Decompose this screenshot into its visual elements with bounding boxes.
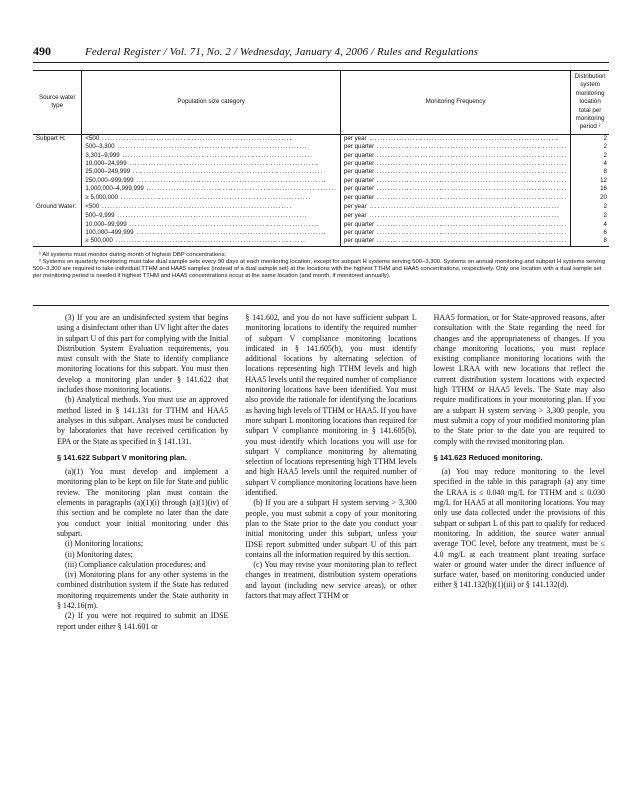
population-cell: ≥ 500,000 ..... xyxy=(82,237,341,246)
frequency-cell: per quarter ..... xyxy=(340,160,570,168)
table-header-row xyxy=(33,71,609,135)
monitoring-table xyxy=(33,70,609,247)
table-row xyxy=(33,202,609,212)
table-row xyxy=(33,143,609,151)
source-water-cell xyxy=(33,229,82,237)
location-total-cell: 4 xyxy=(571,160,609,168)
table-row xyxy=(33,194,609,202)
population-cell: 10,000–24,999 ..... xyxy=(82,160,341,168)
location-total-cell: 8 xyxy=(571,237,609,246)
table-row xyxy=(33,237,609,246)
source-water-cell: Ground Water: xyxy=(36,202,77,210)
paragraph: (a) You may reduce monitoring to the level specified in the table in this paragraph (a) any time the LRAA is ≤ 0.040 mg/L for TTHM and ≤ 0.030 mg/L for HAA5 at all monitoring locations. You may only use data collected under the provisions of this subpart or subpart L of this part to qualify for reduced monitoring. In addition, the source water annual average TOC level, before any treatment, must be ≤ 4.0 mg/L at each treatment plant treating surface water or ground water under the direct influence of surface water, based on monitoring conducted under either § 141.132(b)(1)(iii) or § 141.132(d). xyxy=(433,467,605,590)
source-water-cell xyxy=(33,143,82,151)
frequency-cell: per quarter ..... xyxy=(340,168,570,176)
col-header-population: Population size category xyxy=(82,71,341,135)
table-row xyxy=(33,160,609,168)
col-header-locations: Distribution system monitoring location total per monitoring period ² xyxy=(571,71,609,135)
frequency-cell: per quarter ..... xyxy=(340,229,570,237)
location-total-cell: 2 xyxy=(571,143,609,151)
footnote-2: ² Systems on quarterly monitoring must take dual sample sets every 90 days at each monitoring location, except for subpart H systems serving 500–3,300. Systems on annual monitoring and subpart H systems serving 500–3,300 are required to take individual TTHM and HAA5 samples (instead of a dual sample set) at the locations with the highest TTHM and HAA5 concentrations, respectively. Only one location with a dual sample set per monitoring period is needed if highest TTHM and HAA5 concentrations occur at the same location (and month, if monitored annually). xyxy=(33,259,606,279)
paragraph-continued: § 141.602, and you do not have sufficient subpart L monitoring locations to identify the required number of subpart V compliance monitoring locations indicated in § 141.605(b), you must identify additional locations by alternating selection of locations representing high TTHM levels and high HAA5 levels until the required number of compliance monitoring locations have been identified. You must also provide the rationale for identifying the locations as having high levels of TTHM or HAA5. If you have more subpart L monitoring locations than required for subpart V compliance monitoring in § 141.605(b), you must identify which locations you will use for subpart V compliance monitoring by alternating selection of locations representing high TTHM levels and high HAA5 levels until the required number of subpart V compliance monitoring locations have been identified. xyxy=(245,313,417,498)
population-cell: 250,000–999,999 ..... xyxy=(82,177,341,185)
paragraph: (2) If you were not required to submit an IDSE report under either § 141.601 or xyxy=(57,611,229,631)
frequency-cell: per quarter ..... xyxy=(340,143,570,151)
column-2 xyxy=(245,313,416,753)
paragraph: (ii) Monitoring dates; xyxy=(65,549,133,559)
table-row xyxy=(33,185,609,193)
paragraph: (a)(1) You must develop and implement a monitoring plan to be kept on file for State and public review. The monitoring plan must contain the elements in paragraphs (a)(1)(i) through (a)(1)(iv) of this section and be complete no later than the date you conduct your initial monitoring under this subpart. xyxy=(57,467,229,538)
paragraph: (iii) Compliance calculation procedures; and xyxy=(65,559,206,569)
frequency-cell: per year ..... xyxy=(340,202,570,212)
population-cell: 10,000–99,999 ..... xyxy=(82,221,341,229)
table-row xyxy=(33,177,609,185)
location-total-cell: 2 xyxy=(571,212,609,220)
table-row xyxy=(33,221,609,229)
footnote-rule xyxy=(33,305,609,306)
location-total-cell: 8 xyxy=(571,168,609,176)
source-water-cell xyxy=(33,194,82,202)
population-cell: 3,301–9,999 ..... xyxy=(82,152,341,160)
table-row xyxy=(33,152,609,160)
table-body xyxy=(33,134,609,246)
table-row xyxy=(33,168,609,176)
population-cell: <500 ..... xyxy=(82,202,341,212)
paragraph: (c) You may revise your monitoring plan to reflect changes in treatment, distribution system operations and layout (including new service areas), or other factors that may affect TTHM or xyxy=(245,560,417,601)
table-row xyxy=(33,134,609,143)
table-footnotes xyxy=(33,252,609,280)
location-total-cell: 2 xyxy=(571,152,609,160)
paragraph: (b) Analytical methods. You must use an approved method listed in § 141.131 for TTHM and HAA5 analyses in this subpart. Analyses must be conducted by laboratories that have received certification by EPA or the State as specified in § 141.131. xyxy=(57,395,229,446)
page-header xyxy=(33,44,603,60)
population-cell: 500–9,999 ..... xyxy=(82,212,341,220)
source-water-cell xyxy=(33,237,82,246)
header-rule xyxy=(33,62,609,63)
col-header-source-water: Source water type xyxy=(33,71,82,135)
column-3 xyxy=(434,313,605,753)
population-cell: 500–3,300 ..... xyxy=(82,143,341,151)
section-heading: § 141.623 Reduced monitoring. xyxy=(433,452,543,462)
table-row xyxy=(33,212,609,220)
population-cell: 25,000–249,999 ..... xyxy=(82,168,341,176)
population-cell: 100,000–499,999 ..... xyxy=(82,229,341,237)
location-total-cell: 6 xyxy=(571,229,609,237)
table-row xyxy=(33,229,609,237)
paragraph: (3) If you are an undisinfected system that begins using a disinfectant other than UV light after the dates in subpart U of this part for complying with the Initial Distribution System Evaluation requirements, you must consult with the State to identify compliance monitoring locations for this subpart. You must then develop a monitoring plan under § 141.622 that includes those monitoring locations. xyxy=(57,313,229,395)
population-cell: <500 ..... xyxy=(82,134,341,143)
location-total-cell: 2 xyxy=(571,134,609,143)
frequency-cell: per year ..... xyxy=(340,212,570,220)
footnote-1: ¹ All systems must monitor during month of highest DBP concentrations. xyxy=(39,252,227,258)
source-water-cell xyxy=(33,177,82,185)
paragraph: (iv) Monitoring plans for any other systems in the combined distribution system if the State has reduced monitoring requirements under the State authority in § 142.16(m). xyxy=(57,570,229,611)
source-water-cell xyxy=(33,152,82,160)
source-water-cell xyxy=(33,221,82,229)
running-title: Federal Register / Vol. 71, No. 2 / Wednesday, January 4, 2006 / Rules and Regulations xyxy=(85,46,479,58)
location-total-cell: 16 xyxy=(571,185,609,193)
frequency-cell: per quarter ..... xyxy=(340,152,570,160)
paragraph: (i) Monitoring locations; xyxy=(65,539,144,549)
source-water-cell xyxy=(33,168,82,176)
frequency-cell: per quarter ..... xyxy=(340,185,570,193)
source-water-cell xyxy=(33,212,82,220)
population-cell: 1,000,000–4,999,999 ..... xyxy=(82,185,341,193)
paragraph-continued: HAA5 formation, or for State-approved reasons, after consultation with the State regarding the need for changes and the appropriateness of changes. If you change monitoring locations, you must replace existing compliance monitoring locations with the lowest LRAA with new locations that reflect the current distribution system locations with expected high TTHM or HAA5 levels. The State may also require modifications in your monitoring plan. If you are a subpart H system serving > 3,300 people, you must submit a copy of your modified monitoring plan to the State prior to the date you are required to comply with the revised monitoring plan. xyxy=(433,313,605,446)
location-total-cell: 12 xyxy=(571,177,609,185)
population-cell: ≥ 5,000,000 ..... xyxy=(82,194,341,202)
source-water-cell xyxy=(33,160,82,168)
frequency-cell: per year ..... xyxy=(340,134,570,143)
page-number: 490 xyxy=(33,44,51,58)
column-1 xyxy=(57,313,228,753)
frequency-cell: per quarter ..... xyxy=(340,177,570,185)
location-total-cell: 20 xyxy=(571,194,609,202)
col-header-frequency: Monitoring Frequency xyxy=(340,71,570,135)
frequency-cell: per quarter ..... xyxy=(340,221,570,229)
location-total-cell: 4 xyxy=(571,221,609,229)
frequency-cell: per quarter ..... xyxy=(340,194,570,202)
section-heading: § 141.622 Subpart V monitoring plan. xyxy=(57,452,187,462)
location-total-cell: 2 xyxy=(571,202,609,212)
body-text xyxy=(57,313,605,753)
paragraph: (b) If you are a subpart H system serving > 3,300 people, you must submit a copy of your monitoring plan to the State prior to the date you conduct your initial monitoring under this subpart, unless your IDSE report submitted under subpart U of this part contains all the information required by this section. xyxy=(245,498,417,559)
frequency-cell: per quarter ..... xyxy=(340,237,570,246)
source-water-cell: Subpart H: xyxy=(36,134,66,142)
source-water-cell xyxy=(33,185,82,193)
